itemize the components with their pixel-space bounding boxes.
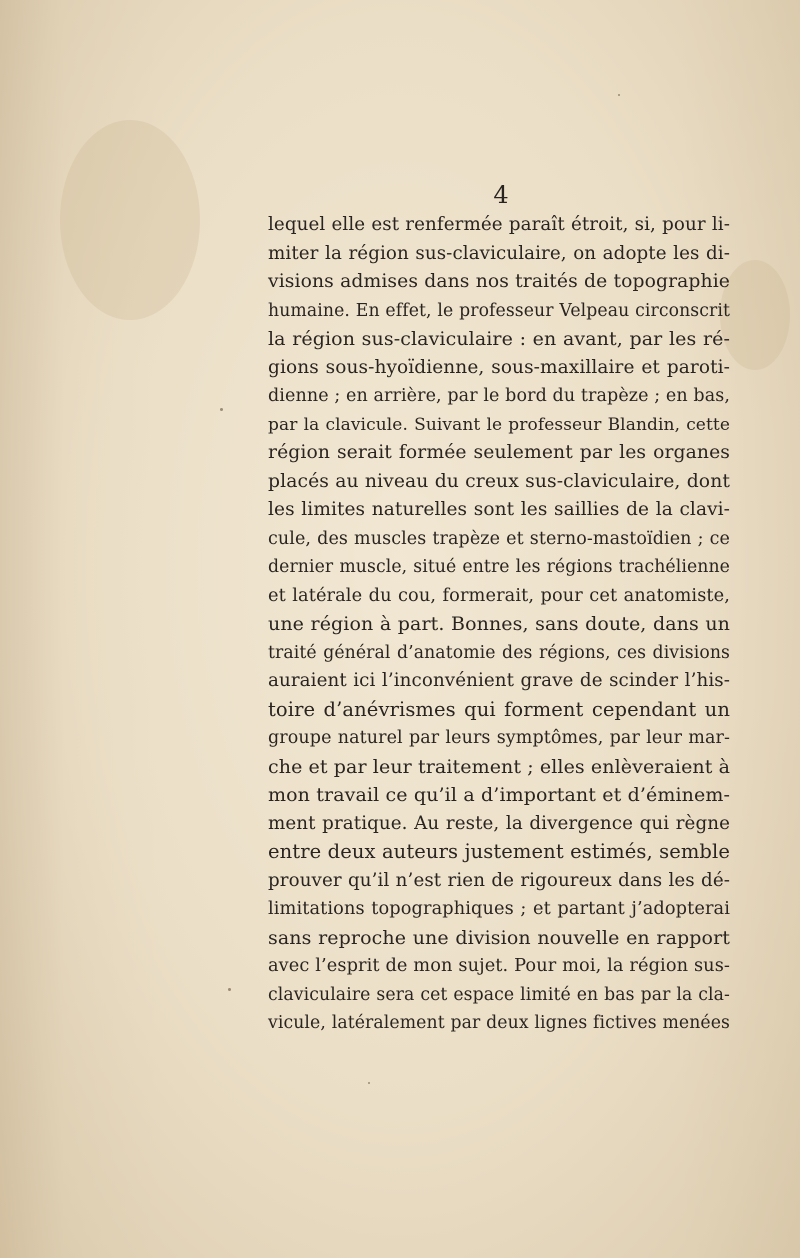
text-line: toire d’anévrismes qui forment cependant un xyxy=(268,697,730,721)
ink-speck xyxy=(618,94,620,96)
paper-stain xyxy=(720,260,790,370)
text-line: par la clavicule. Suivant le professeur Blandin, cette xyxy=(268,414,730,435)
text-line: auraient ici l’inconvénient grave de scinder l’his- xyxy=(268,670,730,691)
text-line: et latérale du cou, formerait, pour cet anatomiste, xyxy=(268,585,730,606)
text-line: claviculaire sera cet espace limité en bas par la cla- xyxy=(268,984,730,1005)
body-text xyxy=(268,211,730,1038)
text-line: dienne ; en arrière, par le bord du trapèze ; en bas, xyxy=(268,386,730,406)
text-line: lequel elle est renfermée paraît étroit, si, pour li- xyxy=(268,214,730,235)
text-line: la région sus-claviculaire : en avant, par les ré- xyxy=(268,328,730,350)
text-line: région serait formée seulement par les organes xyxy=(268,442,730,463)
text-line: avec l’esprit de mon sujet. Pour moi, la région sus- xyxy=(268,956,730,976)
text-line: ment pratique. Au reste, la divergence qui règne xyxy=(268,812,730,834)
ink-speck xyxy=(228,988,231,991)
ink-speck xyxy=(368,1082,370,1084)
text-line: gions sous-hyoïdienne, sous-maxillaire et paroti- xyxy=(268,356,730,378)
text-line: dernier muscle, situé entre les régions trachélienne xyxy=(268,557,730,577)
text-line: les limites naturelles sont les saillies de la clavi- xyxy=(268,499,730,520)
text-line: miter la région sus-claviculaire, on adopte les di- xyxy=(268,242,730,264)
ink-speck xyxy=(220,408,223,411)
page-number: 4 xyxy=(493,181,509,209)
text-line: vicule, latéralement par deux lignes fictives menées xyxy=(268,1013,730,1033)
text-line: cule, des muscles trapèze et sterno-mastoïdien ; ce xyxy=(268,528,730,549)
text-line: une région à part. Bonnes, sans doute, dans un xyxy=(268,613,730,635)
text-line: traité général d’anatomie des régions, ces divisions xyxy=(268,642,730,663)
text-line: entre deux auteurs justement estimés, semble xyxy=(268,840,730,863)
text-line: che et par leur traitement ; elles enlèveraient à xyxy=(268,755,731,778)
text-line: prouver qu’il n’est rien de rigoureux dans les dé- xyxy=(268,869,730,891)
paper-stain xyxy=(60,120,200,320)
text-line: limitations topographiques ; et partant j’adopterai xyxy=(268,899,730,919)
text-line: mon travail ce qu’il a d’important et d’éminem- xyxy=(268,784,730,806)
text-line: placés au niveau du creux sus-claviculaire, dont xyxy=(268,470,730,492)
text-line: sans reproche une division nouvelle en rapport xyxy=(268,926,730,949)
text-line: visions admises dans nos traités de topographie xyxy=(268,271,730,292)
text-line: humaine. En effet, le professeur Velpeau circonscrit xyxy=(268,300,730,321)
text-line: groupe naturel par leurs symptômes, par leur mar- xyxy=(268,728,730,748)
